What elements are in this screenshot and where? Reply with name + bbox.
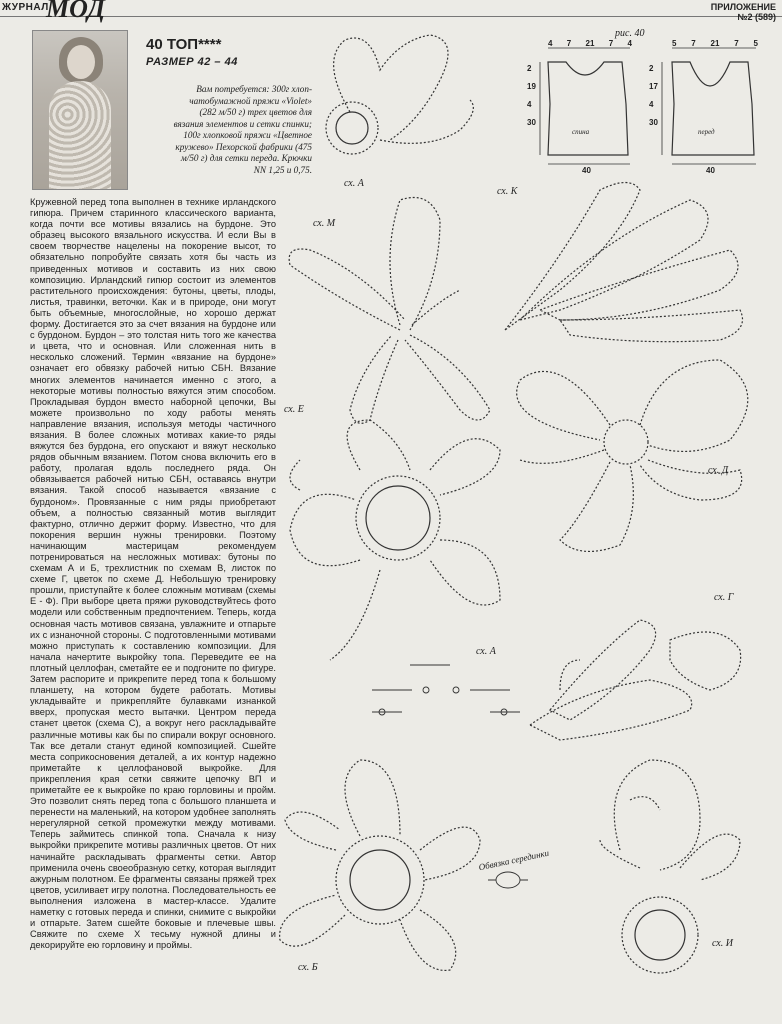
front-side-dims (649, 60, 658, 132)
scheme-k-label: сх. К (497, 186, 518, 197)
dim: 5 (672, 39, 677, 48)
article-title: 40 ТОП**** (146, 36, 222, 53)
dim: 21 (585, 39, 595, 48)
scheme-a2-label: сх. А (476, 646, 496, 657)
scheme-b-label: сх. Б (298, 962, 318, 973)
motif-a-top (326, 35, 473, 154)
motif-m-star (289, 198, 490, 424)
dim: 7 (691, 39, 696, 48)
scheme-g-label: сх. Г (714, 592, 734, 603)
dim: 4 (627, 39, 632, 48)
back-bottom-dim: 40 (582, 166, 591, 175)
tie-label: Обвязка серединки (477, 847, 550, 873)
dim: 4 (527, 100, 532, 109)
scheme-e-label: сх. Е (284, 404, 304, 415)
back-top-dims (548, 39, 632, 48)
motif-d-flower (517, 360, 748, 551)
front-top-dims (672, 39, 758, 48)
tie-sketch (488, 872, 528, 888)
front-label: перед (698, 128, 715, 136)
motif-g-leaves (530, 620, 741, 740)
motif-a-grid (372, 665, 520, 715)
pattern-front-outline (662, 48, 756, 164)
front-bottom-dim: 40 (706, 166, 715, 175)
materials-text: Вам потребуется: 300г хлоп-чатобумажной пряжи «Violet» (282 м/50 г) трех цветов для вязания элементов и сетки спинки; 100г хлопковой пряжи «Цветное кружево» Пехорской фабрики (475 м/50 г) для сетки переда. Крючки NN 1,25 и 0,75. (173, 84, 312, 175)
magazine-logo: МОД (46, 0, 106, 23)
scheme-d-label: сх. Д (708, 465, 729, 476)
supplement-label: ПРИЛОЖЕНИЕ (710, 2, 776, 12)
motif-e-flower (290, 420, 500, 660)
dim: 7 (566, 39, 572, 48)
scheme-a-top-label: сх. А (344, 178, 364, 189)
dim: 4 (548, 39, 553, 48)
scheme-m-label: сх. М (313, 218, 336, 229)
dim: 7 (608, 39, 614, 48)
pattern-back-outline (540, 48, 630, 164)
motif-b-flower (280, 760, 480, 970)
dim: 30 (527, 118, 536, 127)
dim: 7 (734, 39, 739, 48)
dim: 17 (649, 82, 658, 91)
back-side-dims (527, 60, 536, 132)
dim: 4 (649, 100, 654, 109)
article-size: РАЗМЕР 42 – 44 (146, 56, 238, 68)
back-label: спина (572, 128, 590, 136)
dim: 19 (527, 82, 536, 91)
motif-k-leaves (505, 183, 743, 342)
figure-label: рис. 40 (615, 28, 645, 39)
scheme-i-label: сх. И (712, 938, 733, 949)
dim: 2 (527, 64, 532, 73)
dim: 5 (753, 39, 758, 48)
dim: 2 (649, 64, 654, 73)
dim: 21 (710, 39, 720, 48)
dim: 30 (649, 118, 658, 127)
magazine-name-small: ЖУРНАЛ (2, 2, 49, 13)
issue-number: №2 (589) (737, 12, 776, 22)
instructions-text: Кружевной перед топа выполнен в технике ирландского гипюра. Причем старинного классического варианта, когда почти все мотивы вязались на бурдоне. Это образец высокого вязального искусства. И если Вы в своем творчестве нацелены на покорение высот, то обязательно попробуйте связать хотя бы часть из приведенных мотивов и составить из них свою композицию. Ирландский гипюр состоит из элементов растительного происхождения: бутоны, цветы, плоды, листья, травинки, веточки. Как и в природе, они могут быть объемные, многослойные, но хорошо держат форму. Достигается это за счет вязания на бурдоне или с бурдоном. Бурдон – это толстая нить того же качества и цвета, что и основная. Или сложенная нить в несколько сложений. Термин «вязание на бурдоне» означает его обвязку рабочей нитью СБН. Вязание многих элементов начинается именно с этого, а некоторые мотивы полностью вяжутся этим способом. Прокладывая бурдон вместо наборной цепочки, Вы можете произвольно по ходу работы менять направление вязания, используя методы частичного вязания. В более сложных мотивах какие-то ряды вяжутся без бурдона, его опускают и вяжут несколько рядов обычным вязанием. Потом снова включить его в работу, пролагая вдоль последнего ряда. Он обвязывается рабочей нитью СБН, оставаясь внутри вязания. Такой способ называется «вязание с бурдоном». Провязанные с ним ряды приобретают объем, а полностью связанный мотив выглядит фактурно, отлично держит форму. Известно, что для покорения вершин нужны тренировки. Поэтому начинающим мастерицам рекомендуем потренироваться на несложных мотивах: бутоны по схемам А и Б, трехлистник по схемам В, листок по схеме Г, цветок по схеме Д. Небольшую тренировку прошли, приступайте к более сложным мотивам (схемы Е - Ф). При выборе цвета пряжи руководствуйтесь фото модели или собственным предпочтением. Теперь, когда основная часть мотивов связана, увлажните и отпарьте их с изнаночной стороны. С подготовленными мотивами можно приступать к составлению композиции. Для начала начертите выкройку топа. Переведите ее на плотный целлофан, сметайте ее и подгоните по фигуре. Затем распорите и прикрепите перед топа к большому планшету, на котором будете работать. Мотивы укладывайте и прикрепляйте булавками изнанкой вверх, пропуская место вытачки. Центром переда станет цветок (схема С), а вокруг него раскладывайте различные мотивы как бы по спирали вокруг основного. Так все детали станут единой композицией. Сшейте места соприкосновения деталей, а их контур надежно приметайте к целлофановой выкройке. Для прикрепления края сетки свяжите цепочку ВП и приметайте ее к выкройке по краю горловины и пройм. Это позволит снять перед топа с большого планшета и перенести на маленький, на котором удобнее заполнять нерегулярной сеткой промежутки между мотивами. Теперь займитесь спинкой топа. Сначала к низу выкройки прикрепите мотивы различных цветов. От них начинайте раскладывать фрагменты сетки. Автор применила очень своеобразную сетку, которая выглядит ажурным полотном. Ее фрагменты связаны пряжей трех цветов, усиливает игру полотна. Последовательность ее выполнения изложена в мастер-классе. Удалите наметку с готовых переда и спинки, снимите с выкройки и отпарьте. Затем сшейте боковые и плечевые швы. Свяжите по схеме Х тесьму нужной длины и декорируйте ею горловину и проймы. (30, 197, 276, 951)
